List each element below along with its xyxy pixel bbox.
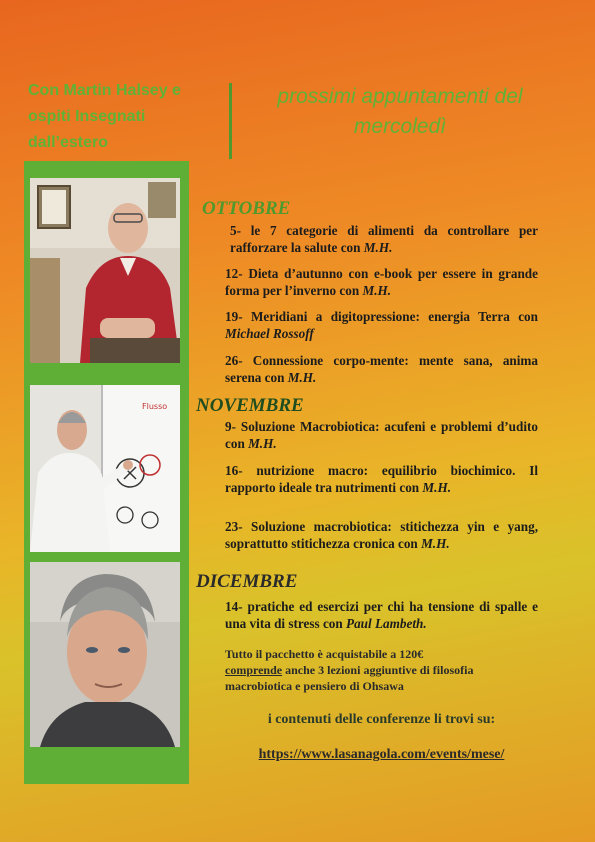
event-oct-26 [225, 352, 538, 386]
header-title-line-2: mercoledì [353, 115, 447, 138]
event-nov-16 [225, 462, 538, 496]
photo-teaching-whiteboard [30, 385, 180, 552]
header-left-line-1: Con Martin Halsey e [28, 82, 181, 99]
photo-martin-halsey [30, 178, 180, 363]
package-details: anche 3 lezioni aggiuntive di filosofia macrobiotica e pensiero di Ohsawa [225, 663, 474, 693]
contents-label: i contenuti delle conferenze li trovi su: [267, 712, 496, 727]
month-october: OTTOBRE [202, 198, 291, 219]
event-speaker: M.H. [422, 480, 451, 495]
event-speaker: M.H. [248, 436, 277, 451]
header-title [240, 82, 560, 142]
header-left-line-3: dall’estero [28, 134, 109, 151]
event-speaker: Paul Lambeth. [346, 616, 427, 631]
event-nov-23 [225, 518, 538, 552]
event-text: 12- Dieta d’autunno con e-book per essere in grande forma per l’inverno con [225, 266, 538, 298]
event-text: 16- nutrizione macro: equilibrio biochimico. Il rapporto ideale tra nutrimenti con [225, 463, 538, 495]
event-oct-12 [225, 265, 538, 299]
events-url-link[interactable]: https://www.lasanagola.com/events/mese/ [258, 747, 505, 762]
event-oct-19 [225, 308, 538, 342]
svg-text:Flusso: Flusso [142, 402, 168, 411]
event-text: 9- Soluzione Macrobiotica: acufeni e problemi d’udito con [225, 419, 538, 451]
header-organizers [28, 78, 218, 156]
header-title-line-1: prossimi appuntamenti del [277, 85, 523, 108]
package-price: Tutto il pacchetto è acquistabile a 120€ [225, 647, 424, 661]
event-text: 26- Connessione corpo-mente: mente sana, anima serena con [225, 353, 538, 385]
event-speaker: M.H. [363, 240, 393, 255]
photo-paul-lambeth [30, 562, 180, 747]
event-text: 14- pratiche ed esercizi per chi ha tensione di spalle e una vita di stress con [225, 599, 538, 631]
event-speaker: M.H. [362, 283, 392, 298]
event-speaker: M.H. [421, 536, 450, 551]
event-text: 5- le 7 categorie di alimenti da controllare per rafforzare la salute con [230, 223, 538, 255]
header-divider [229, 83, 232, 159]
package-info [225, 646, 538, 694]
month-november: NOVEMBRE [196, 395, 304, 416]
event-nov-9 [225, 418, 538, 452]
header-left-line-2: ospiti Insegnati [28, 108, 146, 125]
event-oct-5 [230, 222, 538, 256]
event-text: 19- Meridiani a digitopressione: energia Terra con [225, 309, 538, 324]
event-text: 23- Soluzione macrobiotica: stitichezza yin e yang, soprattutto stitichezza cronica con [225, 519, 538, 551]
package-includes-word: comprende [225, 663, 283, 677]
event-speaker: M.H. [287, 370, 317, 385]
events-url-line [225, 747, 538, 763]
month-december: DICEMBRE [196, 571, 298, 592]
event-speaker: Michael Rossoff [225, 326, 314, 341]
event-dec-14 [225, 598, 538, 632]
